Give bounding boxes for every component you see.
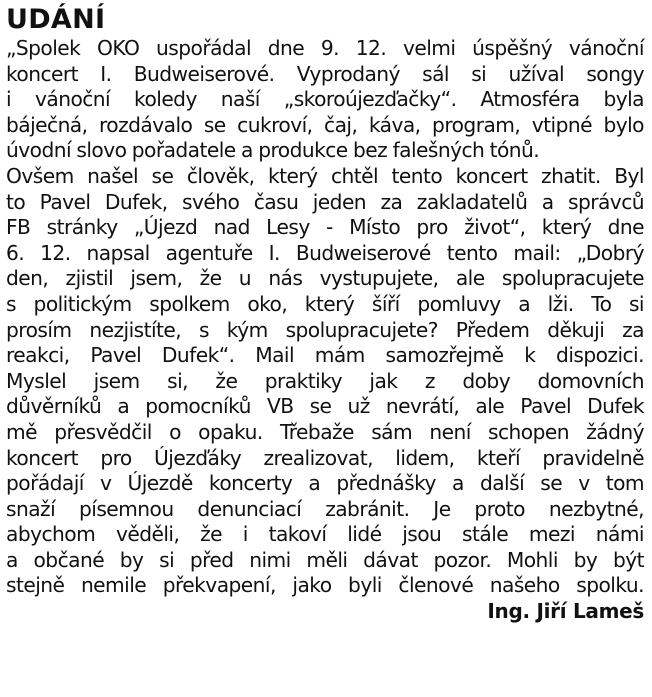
article-line: reakci, Pavel Dufek“. Mail mám samozřejmě k dispozici. [6, 343, 644, 368]
article-line: koncert I. Budweiserové. Vyprodaný sál si užíval songy [6, 61, 644, 86]
article-line: Myslel jsem si, že praktiky jak z doby domovních [6, 368, 644, 393]
article-line: Ovšem našel se člověk, který chtěl tento koncert zhatit. Byl [6, 163, 644, 188]
article-line: důvěrníků a pomocníků VB se už nevrátí, ale Pavel Dufek [6, 394, 644, 419]
article-line: koncert pro Újezďáky zrealizovat, lidem, kteří pravidelně [6, 445, 644, 470]
article-line: den, zjistil jsem, že u nás vystupujete, ale spolupracujete [6, 266, 644, 291]
article-line: a občané by si před nimi měli dávat pozor. Mohli by být [6, 547, 644, 572]
article-line: stejně nemile překvapení, jako byli členové našeho spolku. [6, 573, 644, 598]
article-title: UDÁNÍ [6, 4, 106, 35]
article-line: s politickým spolkem oko, který šíří pomluvy a lži. To si [6, 291, 644, 316]
article-line: pořádají v Újezdě koncerty a přednášky a další se v tom [6, 471, 644, 496]
article-line: „Spolek OKO uspořádal dne 9. 12. velmi úspěšný vánoční [6, 36, 644, 60]
article-body [6, 36, 644, 599]
article-line: i vánoční koledy naší „skoroújezďačky“. Atmosféra byla [6, 87, 644, 112]
article-line: 6. 12. napsal agentuře I. Budweiserové tento mail: „Dobrý [6, 240, 644, 265]
article-line: FB stránky „Újezd nad Lesy - Místo pro život“, který dne [6, 215, 644, 240]
article [6, 4, 644, 624]
article-line: mě přesvědčil o opaku. Třebaže sám není schopen žádný [6, 419, 644, 444]
article-line: prosím nezjistíte, s kým spolupracujete? Předem děkuji za [6, 317, 644, 342]
article-line: to Pavel Dufek, svého času jeden za zakladatelů a správců [6, 189, 644, 214]
article-line: úvodní slovo pořadatele a produkce bez falešných tónů. [6, 138, 540, 163]
article-line: abychom věděli, že i takoví lidé jsou stále mezi námi [6, 522, 644, 547]
author-signature: Ing. Jiří Lameš [487, 599, 644, 624]
article-line: snaží písemnou denunciací zabránit. Je proto nezbytné, [6, 496, 644, 521]
article-line: báječná, rozdávalo se cukroví, čaj, káva, program, vtipné bylo [6, 112, 644, 137]
